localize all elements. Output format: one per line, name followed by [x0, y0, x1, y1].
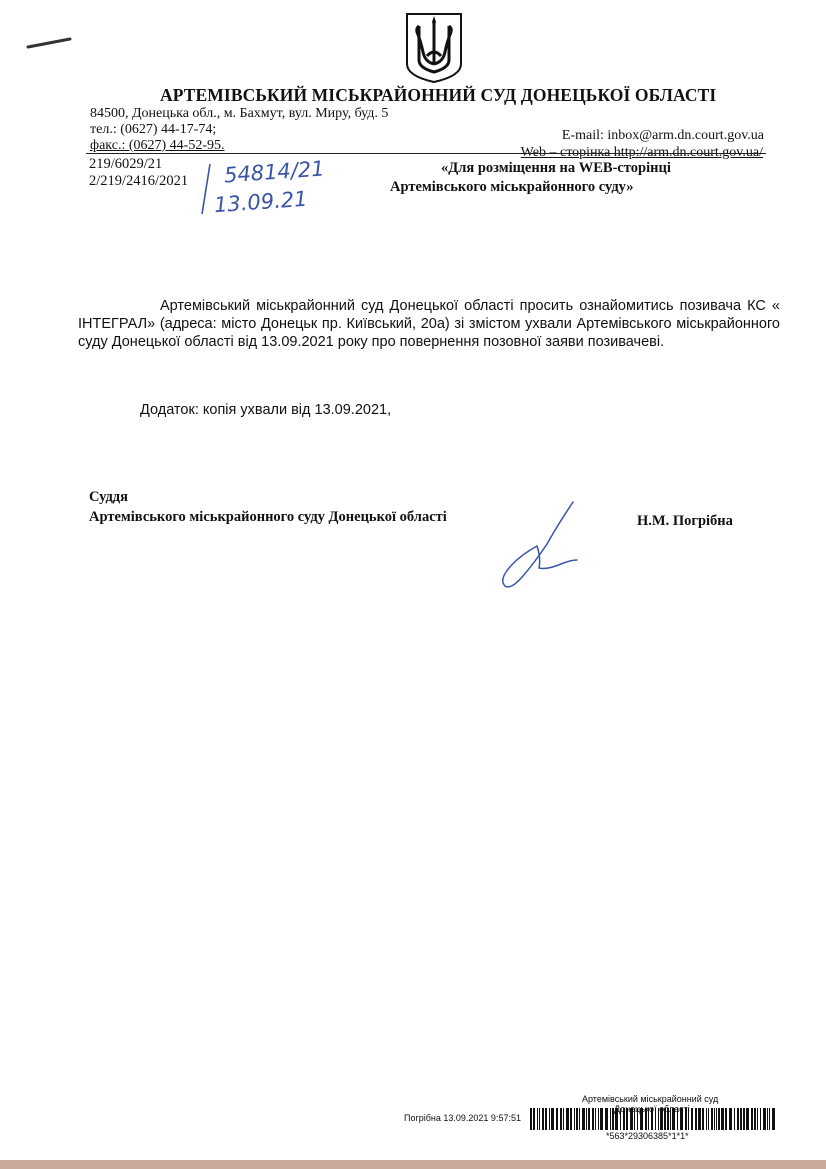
- handwritten-signature: [495, 498, 585, 594]
- attachment-line: Додаток: копія ухвали від 13.09.2021,: [140, 402, 392, 418]
- barcode-text: *563*29306385*1*1*: [606, 1131, 689, 1141]
- court-fax: факс.: (0627) 44-52-95.: [90, 138, 225, 153]
- footer-signer-timestamp: Погрібна 13.09.2021 9:57:51: [404, 1113, 521, 1123]
- judge-name: Н.М. Погрібна: [637, 513, 733, 529]
- footer-court-line2: Донецької: [614, 1104, 657, 1114]
- court-website-link[interactable]: Web – сторінка http://arm.dn.court.gov.ua/: [520, 145, 763, 160]
- court-email: E-mail: inbox@arm.dn.court.gov.ua: [561, 128, 764, 143]
- court-address: 84500, Донецька обл., м. Бахмут, вул. Миру, буд. 5: [90, 106, 389, 121]
- judge-role: Суддя: [89, 489, 128, 505]
- handwritten-registration-mark: [200, 156, 326, 220]
- body-paragraph: [78, 297, 780, 351]
- header-divider: [86, 153, 766, 154]
- barcode: [530, 1108, 778, 1130]
- handwritten-incoming-date: 13.09.21: [213, 186, 309, 218]
- handwritten-incoming-number: 54814/21: [223, 156, 326, 188]
- scan-bottom-edge: [0, 1160, 826, 1169]
- coat-of-arms-emblem: [405, 12, 463, 84]
- body-paragraph-text: Артемівський міськрайонний суд Донецької області просить ознайомитись позивача КС « ІНТЕГРАЛ» (адреса: місто Донецьк пр. Київський, 20а) зі змістом ухвали Артемівського міськрайонного суду Донецької області від 13.09.2021 року про повернення позовної заяви позивачеві.: [78, 298, 780, 350]
- web-notice-line1: «Для розміщення на WEB-сторінці: [441, 160, 671, 176]
- barcode-graphic: [530, 1108, 778, 1130]
- case-number-1: 219/6029/21: [89, 156, 163, 172]
- judge-court: Артемівського міськрайонного суду Донецької області: [89, 509, 447, 525]
- court-phone: тел.: (0627) 44-17-74;: [90, 122, 217, 137]
- case-number-2: 2/219/2416/2021: [89, 173, 189, 189]
- web-notice-line2: Артемівського міськрайонного суду»: [390, 179, 634, 195]
- scan-pen-mark: [26, 36, 72, 50]
- court-title: АРТЕМІВСЬКИЙ МІСЬКРАЙОННИЙ СУД ДОНЕЦЬКОЇ ОБЛАСТІ: [160, 85, 717, 105]
- footer-court-line1: Артемівський міськрайонний суд: [582, 1094, 719, 1104]
